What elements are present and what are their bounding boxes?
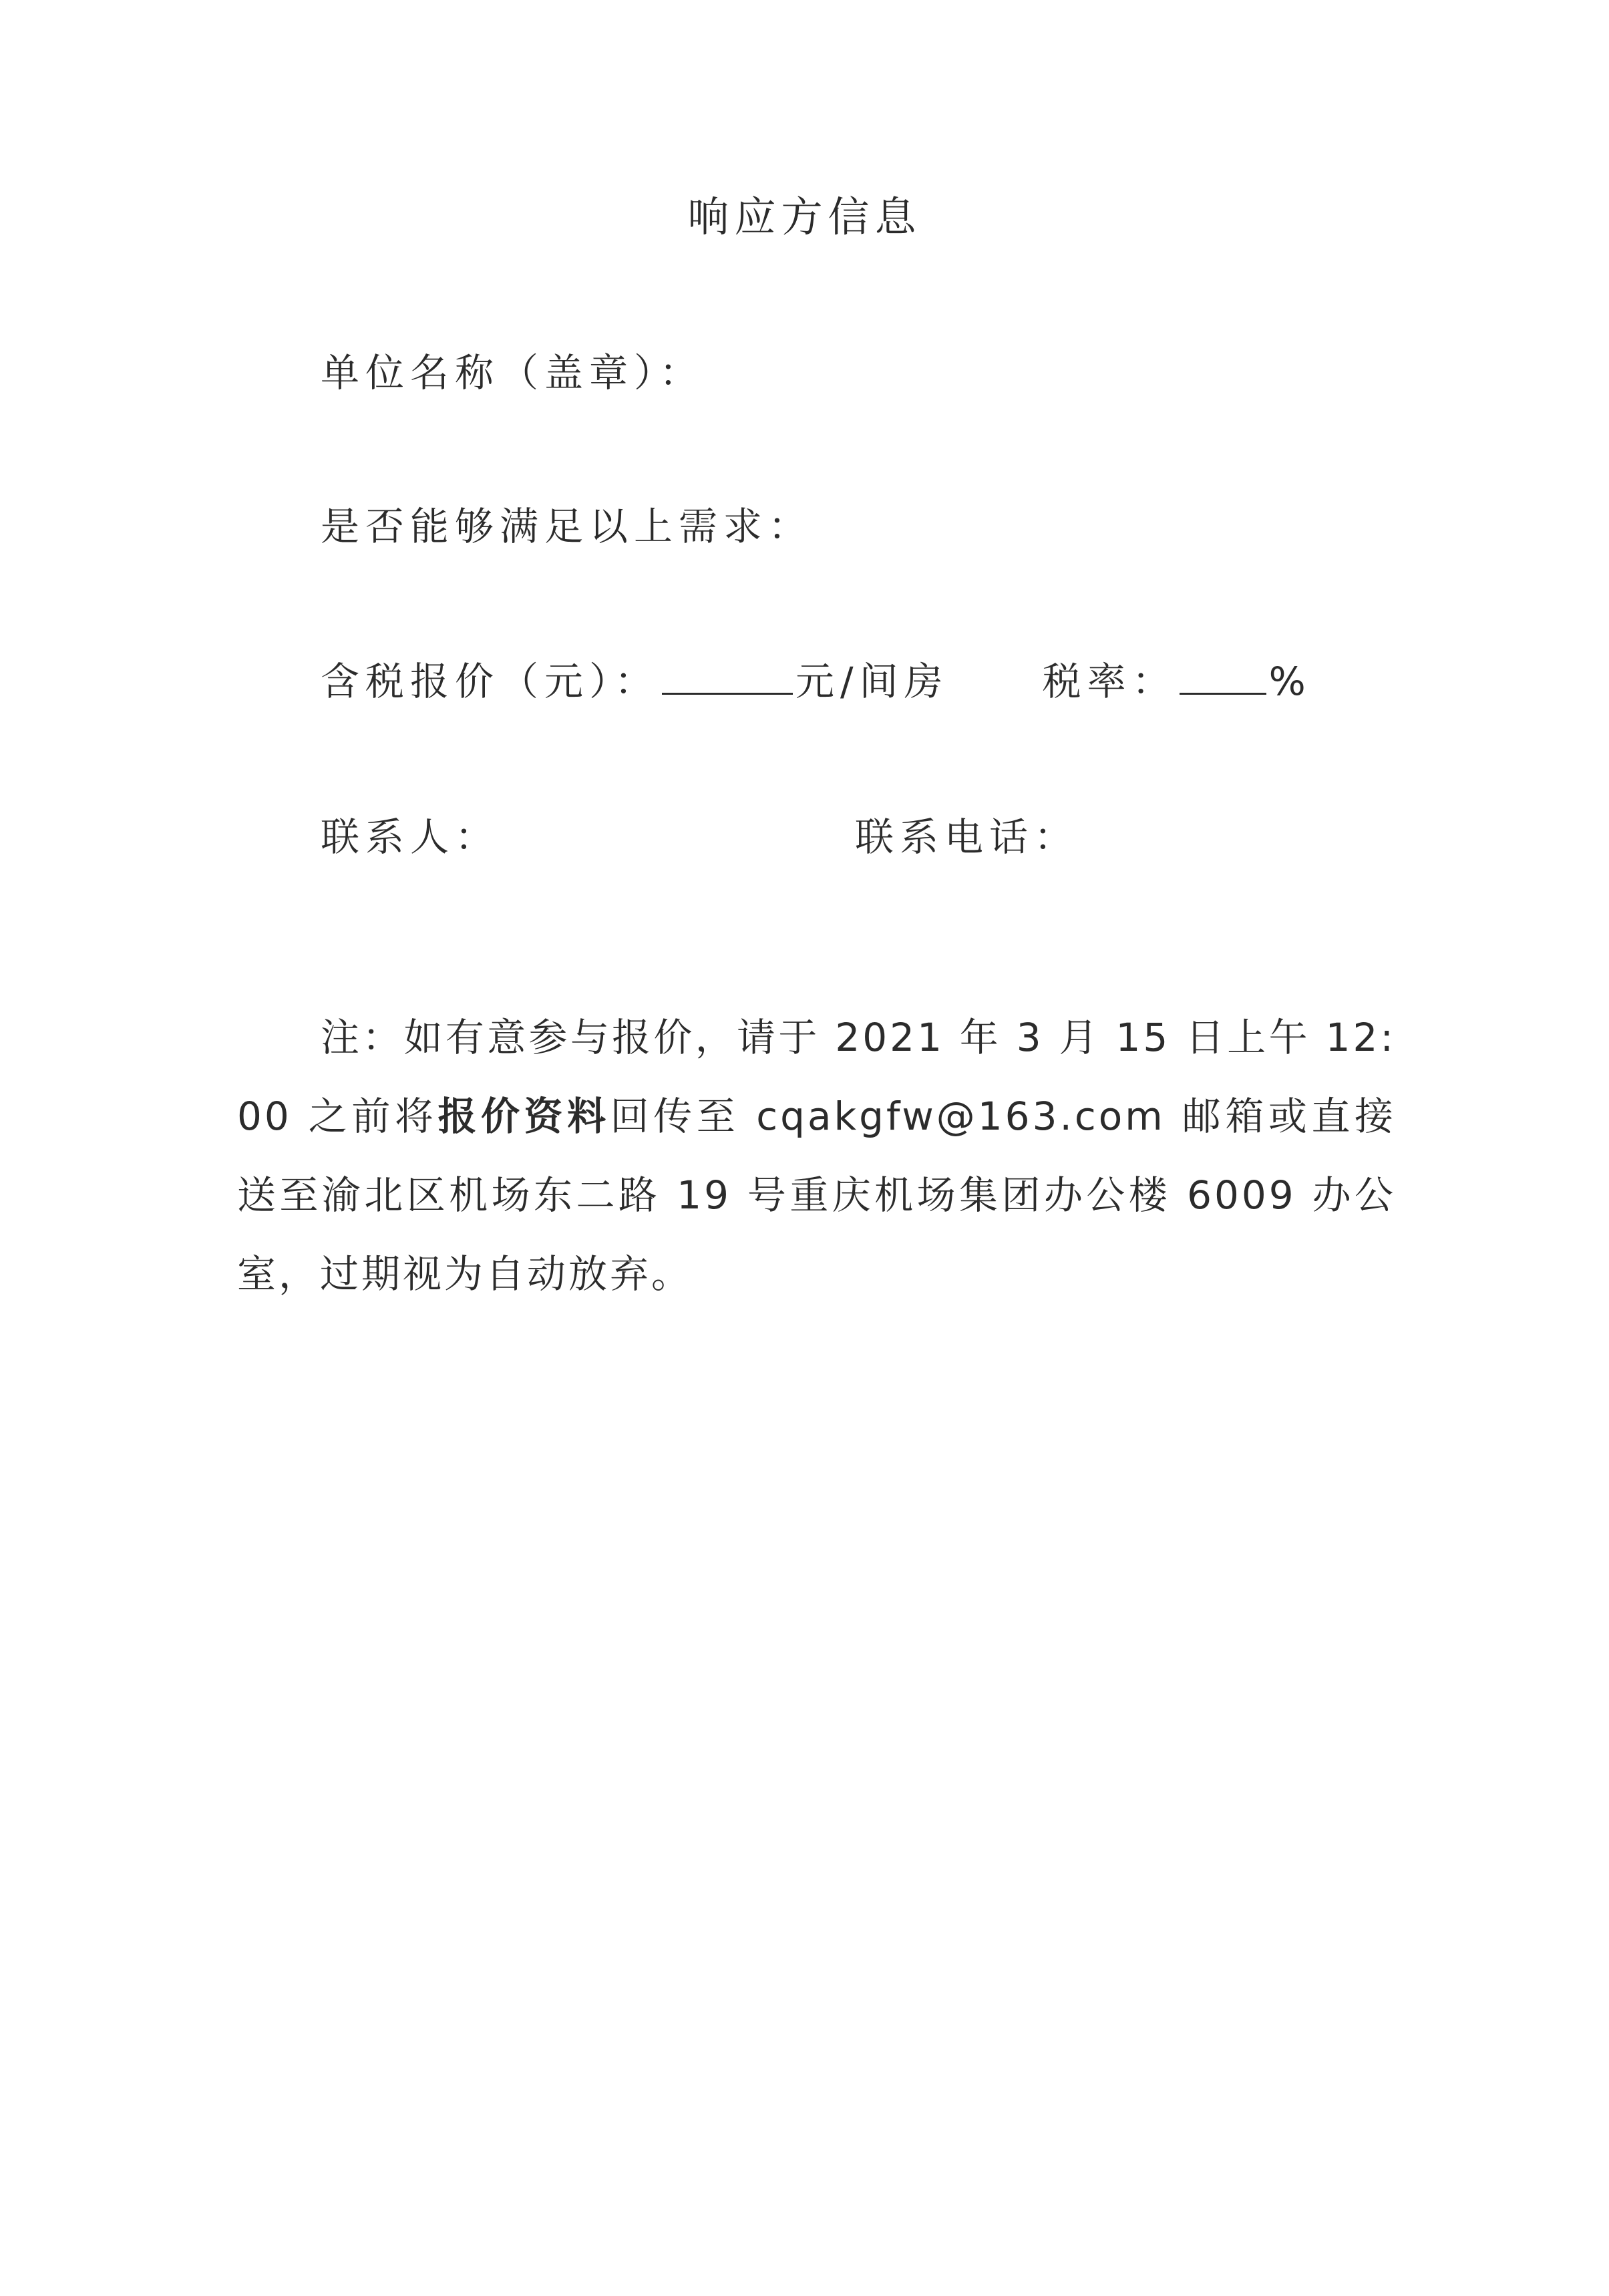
- phone-row: [855, 810, 1079, 864]
- meets-requirements-label: 是否能够满足以上需求：: [321, 504, 814, 549]
- price-label: 含税报价（元）：: [321, 659, 660, 704]
- unit-name-label: 单位名称（盖章）：: [321, 350, 705, 395]
- tax-rate-unit: %: [1268, 659, 1312, 704]
- note-text-start: 注：如有意参与报价，请于 2021 年 3 月 15 日上午 12:00 之前将: [237, 1015, 1396, 1139]
- contact-row: [321, 810, 500, 864]
- page-title: 响应方信息: [687, 192, 922, 241]
- price-row: [321, 655, 1312, 708]
- contact-label: 联系人：: [321, 814, 500, 860]
- price-unit: 元/间房: [795, 659, 949, 704]
- tax-rate-blank[interactable]: [1180, 657, 1266, 695]
- tax-rate-label: 税率：: [1042, 659, 1177, 704]
- phone-label: 联系电话：: [855, 814, 1079, 860]
- note-bold-text: 报价资料: [437, 1094, 610, 1139]
- price-blank[interactable]: [662, 657, 793, 695]
- note-text-end: 回传至 cqakgfw@163.com 邮箱或直接送至渝北区机场东二路 19 号重庆机场集团办公楼 6009 办公室，过期视为自动放弃。: [237, 1094, 1396, 1297]
- note-paragraph: [237, 998, 1396, 1313]
- unit-name-row: [321, 346, 704, 399]
- meets-requirements-row: [321, 500, 813, 553]
